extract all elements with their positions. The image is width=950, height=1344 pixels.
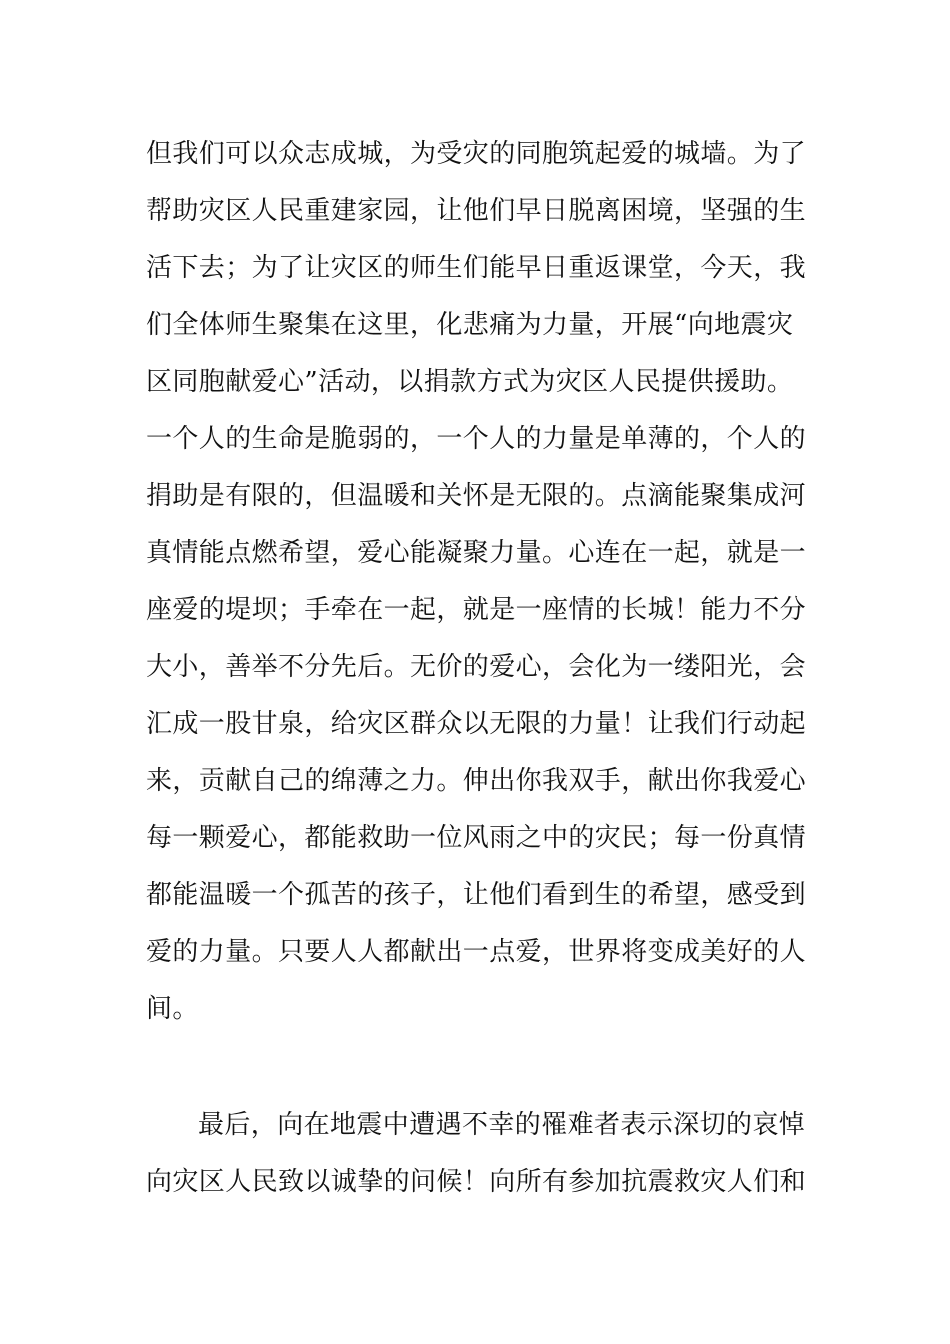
paragraph-1 [146, 126, 806, 1038]
paragraph-line: 来，贡献自己的绵薄之力。伸出你我双手，献出你我爱心 [146, 766, 806, 796]
paragraph-line: 但我们可以众志成城，为受灾的同胞筑起爱的城墙。为了 [146, 139, 806, 169]
paragraph-line: 区同胞献爱心”活动，以捐款方式为灾区人民提供援助。 [146, 367, 794, 397]
paragraph-line-indented: 最后，向在地震中遭遇不幸的罹难者表示深切的哀悼 [198, 1110, 806, 1140]
paragraph-2 [146, 1097, 806, 1211]
paragraph-line: 向灾区人民致以诚挚的问候！向所有参加抗震救灾人们和 [146, 1167, 806, 1197]
paragraph-line: 大小，善举不分先后。无价的爱心，会化为一缕阳光，会 [146, 652, 806, 682]
paragraph-line: 活下去；为了让灾区的师生们能早日重返课堂，今天，我 [146, 253, 806, 283]
paragraph-line: 间。 [146, 994, 199, 1024]
paragraph-line: 汇成一股甘泉，给灾区群众以无限的力量！让我们行动起 [146, 709, 806, 739]
paragraph-line: 每一颗爱心，都能救助一位风雨之中的灾民；每一份真情 [146, 823, 806, 853]
paragraph-line: 真情能点燃希望，爱心能凝聚力量。心连在一起，就是一 [146, 538, 806, 568]
paragraph-line: 座爱的堤坝；手牵在一起，就是一座情的长城！能力不分 [146, 595, 806, 625]
paragraph-line: 一个人的生命是脆弱的，一个人的力量是单薄的，个人的 [146, 424, 806, 454]
paragraph-line: 们全体师生聚集在这里，化悲痛为力量，开展“向地震灾 [146, 310, 794, 340]
paragraph-line: 爱的力量。只要人人都献出一点爱，世界将变成美好的人 [146, 937, 806, 967]
paragraph-line: 捐助是有限的，但温暖和关怀是无限的。点滴能聚集成河 [146, 481, 806, 511]
paragraph-line: 都能温暖一个孤苦的孩子，让他们看到生的希望，感受到 [146, 880, 806, 910]
paragraph-line: 帮助灾区人民重建家园，让他们早日脱离困境，坚强的生 [146, 196, 806, 226]
